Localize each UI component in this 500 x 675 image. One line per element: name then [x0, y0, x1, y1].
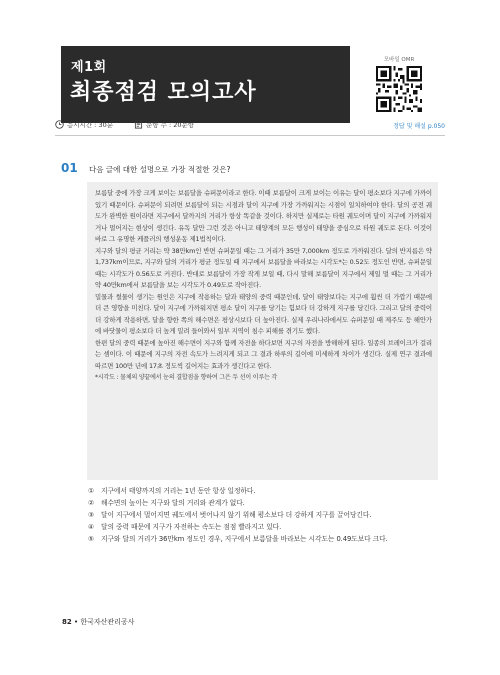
choice-mark: ①: [88, 487, 94, 495]
choice-text: 해수면의 높이는 지구와 달의 거리와 관계가 없다.: [101, 499, 245, 507]
time-info: [55, 120, 113, 129]
choice-text: 달이 지구에서 멀어지면 궤도에서 벗어나지 않기 위해 평소보다 더 강하게 지구를 끌어당긴다.: [101, 511, 372, 519]
exam-info-bar: [55, 117, 445, 132]
choice-text: 달의 중력 때문에 지구가 자전하는 속도는 점점 빨라지고 있다.: [101, 523, 282, 531]
choice-text: 지구와 달의 거리가 36만km 정도인 경우, 지구에서 보름달을 바라보는 시각도는 0.49도보다 크다.: [101, 535, 388, 543]
passage-paragraph: 밀물과 썰물이 생기는 원인은 지구에 작용하는 달과 태양의 중력 때문인데, 달이 태양보다는 지구에 훨씬 더 가깝기 때문에 더 큰 영향을 미친다. 달이 지구에 가까워지면 평소 달이 지구를 당기는 힘보다 더 강하게 지구를 당긴다. 그리고 달의 중력이 더 강하게 작용하면, 달을 향한 쪽의 해수면은 평상시보다 더 높아진다. 실제 우리나라에서도 슈퍼문일 때 제주도 등 해안가에 바닷물이 평소보다 더 높게 밀려 들어와서 일부 지역이 침수 피해를 겪기도 했다.: [95, 292, 432, 335]
reading-passage: [87, 182, 438, 480]
time-label: 응시시간 : 30분: [67, 121, 113, 129]
clock-icon: [55, 120, 64, 129]
qr-label: 모바일 OMR: [383, 57, 415, 63]
choice-text: 지구에서 태양까지의 거리는 1년 동안 항상 일정하다.: [101, 487, 256, 495]
passage-footnote: *시각도 : 물체의 양끝에서 눈의 결합점을 향하여 그은 두 선이 이루는 각: [95, 374, 278, 381]
question-number: 01: [61, 161, 78, 175]
choice-mark: ②: [88, 499, 94, 507]
choice-4[interactable]: [88, 521, 438, 533]
question-prompt: 다음 글에 대한 설명으로 가장 적절한 것은?: [89, 165, 231, 174]
page-number: 82: [62, 618, 72, 626]
exam-title: 최종점검 모의고사: [70, 80, 257, 105]
divider: [55, 135, 445, 136]
exam-round: 제1회: [71, 60, 107, 75]
footer-separator: •: [73, 618, 79, 626]
choice-2[interactable]: [88, 497, 438, 509]
choice-mark: ③: [88, 511, 94, 519]
qr-code-icon[interactable]: [376, 66, 422, 112]
questions-label: 문항 수 : 20문항: [146, 121, 195, 129]
choice-5[interactable]: [88, 533, 438, 545]
choice-1[interactable]: [88, 485, 438, 497]
choice-mark: ④: [88, 523, 94, 531]
document-icon: [134, 120, 143, 129]
answer-page-link[interactable]: 정답 및 해설 p.050: [393, 123, 445, 130]
choice-mark: ⑤: [88, 535, 94, 543]
passage-paragraph: 보름달 중에 가장 크게 보이는 보름달을 슈퍼문이라고 한다. 이때 보름달이 크게 보이는 이유는 달이 평소보다 지구에 가까이 있기 때문이다. 슈퍼문이 되려면 보름달이 되는 시점과 달이 지구에 가장 가까워지는 시점이 일치하여야 한다. 달의 공전 궤도가 완벽한 원이라면 지구에서 달까지의 거리가 항상 똑같을 것이다. 하지만 실제로는 타원 궤도이며 달이 지구에 가까워지거나 멀어지는 현상이 생긴다. 유독 달만 그런 것은 아니고 태양계의 모든 행성이 태양을 중심으로 타원 궤도로 돈다. 이것이 바로 그 유명한 케플러의 행성운동 제1법칙이다.: [95, 189, 432, 243]
passage-paragraph: 한편 달의 중력 때문에 높아진 해수면이 지구와 함께 자전을 하다보면 지구의 자전을 방해하게 된다. 일종의 브레이크가 걸리는 셈이다. 이 때문에 지구의 자전 속도가 느려지게 되고 그 결과 하루의 길이에 미세하게 차이가 생긴다. 실제 연구 결과에 따르면 100만 년에 17초 정도씩 길어지는 효과가 생긴다고 한다.: [95, 338, 432, 370]
choice-3[interactable]: [88, 509, 438, 521]
publisher-name: 한국자산관리공사: [80, 618, 135, 626]
page-footer: [62, 617, 134, 627]
passage-paragraph: 지구와 달의 평균 거리는 약 38만km인 반면 슈퍼문일 때는 그 거리가 35만 7,000km 정도로 가까워진다. 달의 반지름은 약 1,737km이므로, 지구와 달의 거리가 평균 정도일 때 지구에서 보름달을 바라보는 시각도*는 0.52도 정도인 반면, 슈퍼문일 때는 시각도가 0.56도로 커진다. 반대로 보름달이 가장 작게 보일 때, 다시 말해 보름달이 지구에서 제일 멀 때는 그 거리가 약 40만km에서 보름달을 보는 시각도가 0.49도로 작아진다.: [95, 246, 432, 289]
questions-info: [134, 120, 194, 129]
answer-choices: [88, 485, 438, 545]
